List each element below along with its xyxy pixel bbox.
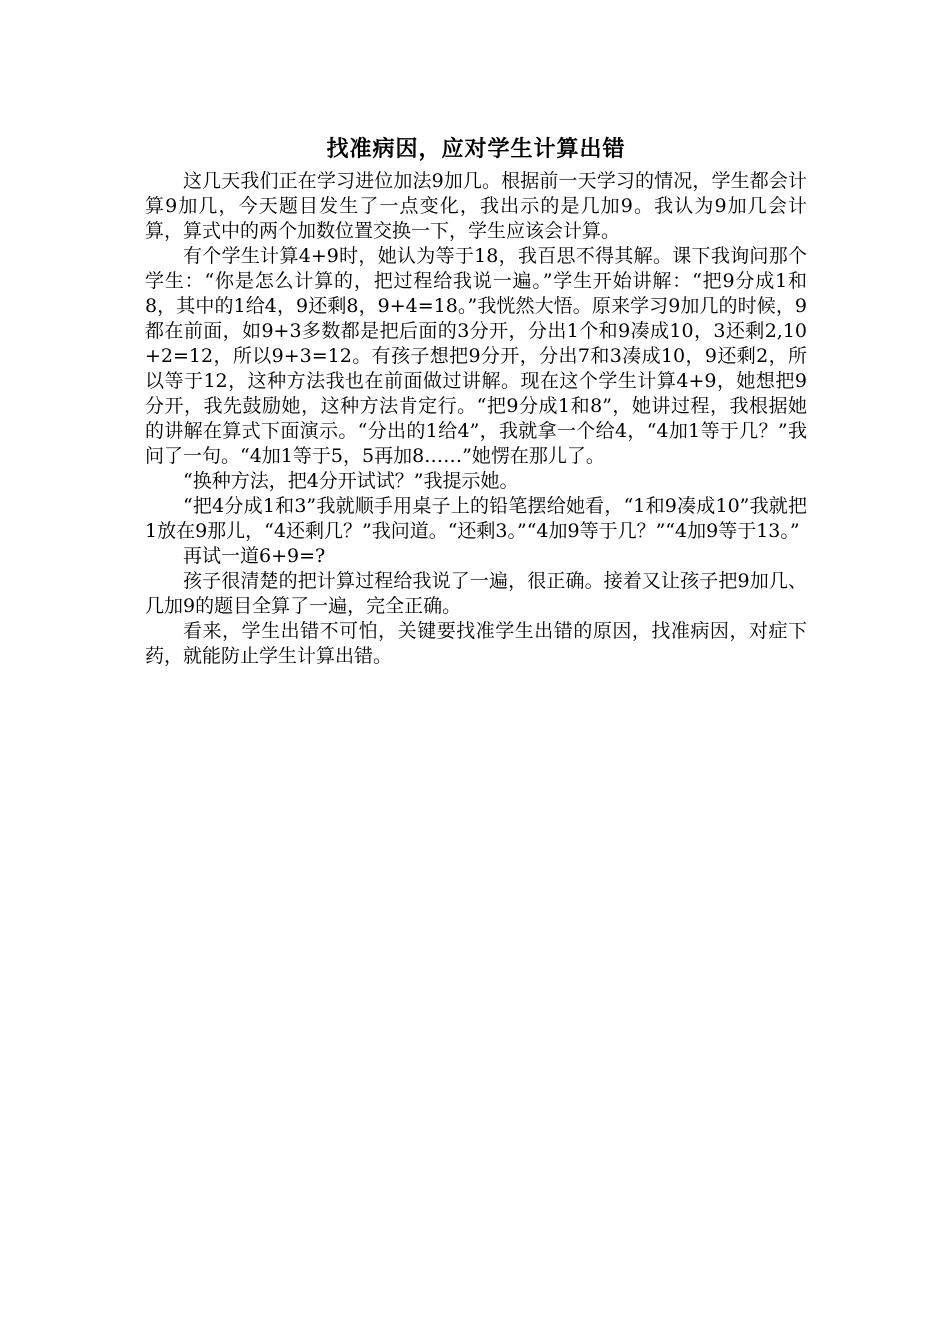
paragraph-2: 有个学生计算4+9时，她认为等于18，我百思不得其解。课下我询问那个学生：“你是怎么计算的，把过程给我说一遍。”学生开始讲解：“把9分成1和8，其中的1给4，9还剩8，9+4=18。”我恍然大悟。原来学习9加几的时候，9都在前面，如9+3多数都是把后面的3分开，分出1个和9凑成10，3还剩2,10+2=12，所以9+3=12。有孩子想把9分开，分出7和3凑成10，9还剩2，所以等于12，这种方法我也在前面做过讲解。现在这个学生计算4+9，她想把9分开，我先鼓励她，这种方法肯定行。“把9分成1和8”，她讲过程，我根据她的讲解在算式下面演示。“分出的1给4”，我就拿一个给4，“4加1等于几？”我问了一句。“4加1等于5，5再加8……”她愣在那儿了。 — [145, 245, 807, 467]
paragraph-5: 再试一道6+9=? — [183, 545, 326, 567]
paragraph-3: “换种方法，把4分开试试？”我提示她。 — [183, 470, 519, 492]
document-title: 找准病因，应对学生计算出错 — [326, 137, 626, 162]
paragraph-6: 孩子很清楚的把计算过程给我说了一遍，很正确。接着又让孩子把9加几、几加9的题目全算了一遍，完全正确。 — [145, 570, 807, 617]
paragraph-1: 这几天我们正在学习进位加法9加几。根据前一天学习的情况，学生都会计算9加几，今天题目发生了一点变化，我出示的是几加9。我认为9加几会计算，算式中的两个加数位置交换一下，学生应该会计算。 — [145, 170, 807, 242]
paragraph-4: “把4分成1和3”我就顺手用桌子上的铅笔摆给她看，“1和9凑成10”我就把1放在9那儿，“4还剩几？”我问道。“还剩3。”“4加9等于几？”“4加9等于13。” — [145, 495, 807, 542]
paragraph-7: 看来，学生出错不可怕，关键要找准学生出错的原因，找准病因，对症下药，就能防止学生计算出错。 — [145, 620, 807, 667]
document-page — [145, 134, 807, 669]
